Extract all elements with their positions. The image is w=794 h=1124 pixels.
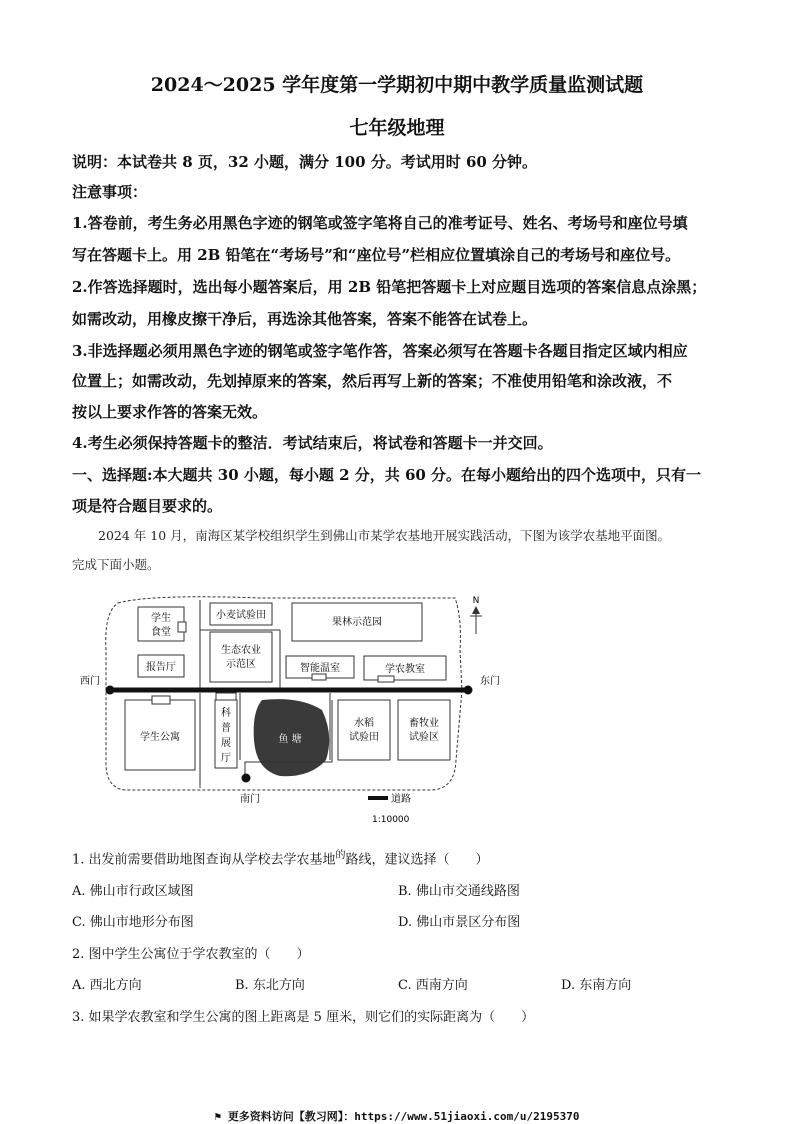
label-greenhouse: 智能温室 <box>300 663 340 674</box>
label-science: 科 <box>221 708 231 719</box>
option-b: B. 佛山市交通线路图 <box>398 884 520 899</box>
notice-line: 位置上；如需改动，先划掉原来的答案，然后再写上新的答案；不准使用铅笔和涂改液，不 <box>72 372 673 390</box>
footer <box>0 1108 794 1124</box>
classroom-door <box>378 676 394 682</box>
greenhouse-door <box>312 674 326 680</box>
label-eco: 示范区 <box>226 659 256 670</box>
rice-field <box>338 700 390 760</box>
flag-icon: ⚑ <box>214 1110 222 1123</box>
label-livestock: 试验区 <box>409 732 439 743</box>
north-label: N <box>472 596 480 606</box>
label-south-gate: 南门 <box>240 794 260 805</box>
question-2: 2. 图中学生公寓位于学农教室的（ ） <box>72 947 310 962</box>
notice-line: 如需改动，用橡皮擦干净后，再选涂其他答案，答案不能答在试卷上。 <box>72 310 538 328</box>
option-c: C. 西南方向 <box>398 978 468 993</box>
eco-zone <box>210 632 272 682</box>
label-science: 展 <box>221 738 231 749</box>
label-rice: 水稻 <box>354 718 374 729</box>
label-canteen: 食堂 <box>151 627 171 638</box>
label-classroom: 学农教室 <box>385 664 425 675</box>
label-science: 厅 <box>221 753 231 764</box>
west-gate-dot <box>106 686 115 695</box>
option-a: A. 佛山市行政区域图 <box>72 884 194 899</box>
question-3: 3. 如果学农教室和学生公寓的图上距离是 5 厘米，则它们的实际距离为（ ） <box>72 1010 535 1025</box>
science-door <box>216 693 236 700</box>
label-canteen: 学生 <box>151 613 171 624</box>
option-d: D. 东南方向 <box>561 978 632 993</box>
label-wheat: 小麦试验田 <box>216 610 266 621</box>
label-orchard: 果林示范园 <box>332 617 382 628</box>
notice-line: 按以上要求作答的答案无效。 <box>72 403 268 421</box>
canteen-door <box>178 622 186 632</box>
exam-description: 说明：本试卷共 8 页，32 小题，满分 100 分。考试用时 60 分钟。 <box>72 153 538 171</box>
label-pond: 鱼 塘 <box>278 734 302 745</box>
label-report: 报告厅 <box>146 662 176 673</box>
question-1 <box>72 846 489 867</box>
livestock-zone <box>398 700 450 760</box>
notice-line: 2.作答选择题时，选出每小题答案后，用 2B 铅笔把答题卡上对应题目选项的答案信息点涂黑； <box>72 278 707 296</box>
east-gate-dot <box>464 686 473 695</box>
question-stem: 路线，建议选择（ ） <box>345 852 489 868</box>
passage-line: 完成下面小题。 <box>72 557 160 572</box>
legend-road-label: 道路 <box>391 794 411 805</box>
option-b: B. 东北方向 <box>235 978 305 993</box>
notice-title: 注意事项： <box>72 183 148 201</box>
option-a: A. 西北方向 <box>72 978 142 993</box>
question-stem: 1. 出发前需要借助地图查询从学校去学农基地 <box>72 852 336 868</box>
label-science: 普 <box>221 723 231 734</box>
passage-line: 2024 年 10 月，南海区某学校组织学生到佛山市某学农基地开展实践活动，下图为该学农基地平面图。 <box>98 528 671 543</box>
option-d: D. 佛山市景区分布图 <box>398 915 521 930</box>
south-gate-dot <box>242 774 251 783</box>
notice-line: 1.答卷前，考生务必用黑色字迹的钢笔或签字笔将自己的准考证号、姓名、考场号和座位号填 <box>72 214 688 232</box>
map-scale: 1:10000 <box>372 815 410 825</box>
label-livestock: 畜牧业 <box>409 718 439 729</box>
footer-link[interactable]: 更多资料访问【教习网】：https://www.51jiaoxi.com/u/2195370 <box>227 1110 580 1123</box>
label-eco: 生态农业 <box>221 645 261 656</box>
notice-line: 3.非选择题必须用黑色字迹的钢笔或签字笔作答，答案必须写在答题卡各题目指定区域内相应 <box>72 342 688 360</box>
label-rice: 试验田 <box>349 732 379 743</box>
page-title: 2024～2025 学年度第一学期初中期中教学质量监测试题 <box>150 74 644 96</box>
question-stem-sup: 的 <box>335 850 346 861</box>
page-subtitle: 七年级地理 <box>349 117 445 139</box>
section-heading: 一、选择题:本大题共 30 小题，每小题 2 分，共 60 分。在每小题给出的四个选项中，只有一 <box>72 466 702 484</box>
dorm-door <box>152 696 170 704</box>
section-heading-cont: 项是符合题目要求的。 <box>72 497 223 515</box>
label-west-gate: 西门 <box>80 676 100 687</box>
option-c: C. 佛山市地形分布图 <box>72 915 194 930</box>
notice-line: 写在答题卡上。用 2B 铅笔在“考场号”和“座位号”栏相应位置填涂自己的考场号和座位号。 <box>72 246 681 264</box>
notice-line: 4.考生必须保持答题卡的整洁．考试结束后，将试卷和答题卡一并交回。 <box>72 434 553 452</box>
label-east-gate: 东门 <box>480 676 500 687</box>
label-dorm: 学生公寓 <box>140 732 180 743</box>
